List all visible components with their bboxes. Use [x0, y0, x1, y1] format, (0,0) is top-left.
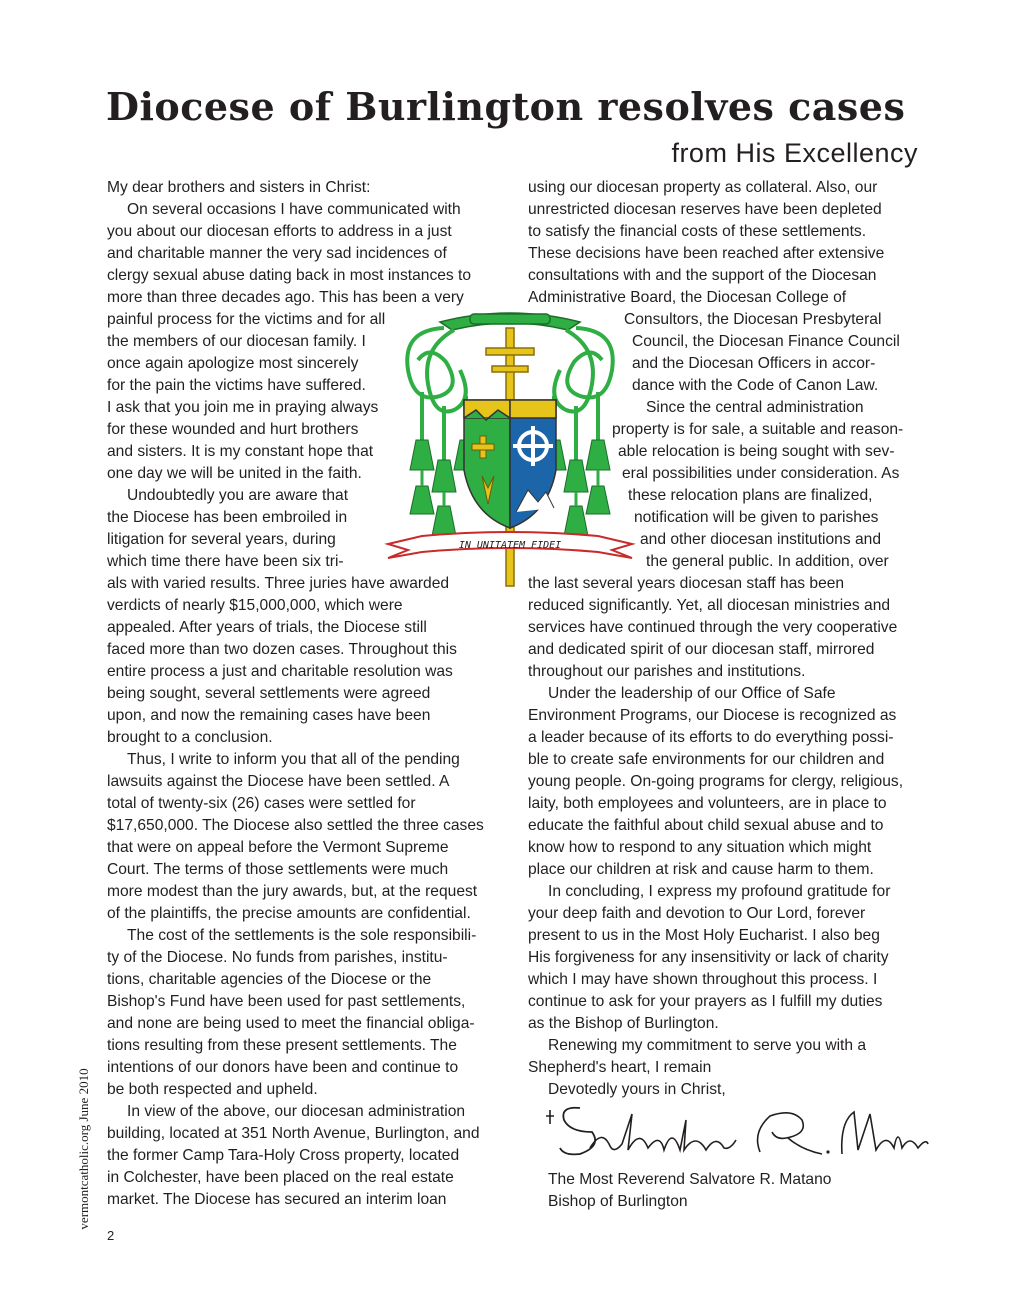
col-right-line: and other diocesan institutions and [640, 531, 882, 548]
col-right-line: and dedicated spirit of our diocesan staff, mirrored [528, 641, 875, 658]
col-left-line: the Diocese has been embroiled in [107, 509, 348, 526]
col-left-line: and sisters. It is my constant hope that [107, 443, 374, 460]
col-right-line: unrestricted diocesan reserves have been depleted [528, 201, 882, 218]
col-left-line: My dear brothers and sisters in Christ: [107, 179, 371, 196]
col-right-line: the last several years diocesan staff has been [528, 575, 845, 592]
col-right-line: Shepherd's heart, I remain [528, 1059, 712, 1076]
col-left-line: $17,650,000. The Diocese also settled the three cases [107, 817, 484, 834]
col-right-line: reduced significantly. Yet, all diocesan ministries and [528, 597, 891, 614]
col-right-line: young people. On-going programs for clergy, religious, [528, 773, 904, 790]
col-right-line: and the Diocesan Officers in accor- [632, 355, 876, 372]
col-right-line: using our diocesan property as collateral. Also, our [528, 179, 878, 196]
col-left-line: more modest than the jury awards, but, at the request [107, 883, 478, 900]
col-left-line: clergy sexual abuse dating back in most instances to [107, 267, 472, 284]
col-right-line: In concluding, I express my profound gratitude for [548, 883, 891, 900]
side-caption-text: vermontcatholic.org June 2010 [76, 1068, 91, 1230]
col-left-line: Bishop's Fund have been used for past settlements, [107, 993, 466, 1010]
col-left-line: brought to a conclusion. [107, 729, 273, 746]
col-right-line: educate the faithful about child sexual abuse and to [528, 817, 884, 834]
col-left-line: in Colchester, have been placed on the real estate [107, 1169, 454, 1186]
page-number: 2 [107, 1228, 115, 1243]
col-left-line: building, located at 351 North Avenue, Burlington, and [107, 1125, 480, 1142]
col-right-line: Devotedly yours in Christ, [548, 1081, 726, 1098]
col-right-line: to satisfy the financial costs of these settlements. [528, 223, 867, 240]
side-caption [66, 1056, 102, 1242]
col-left-line: of the plaintiffs, the precise amounts are confidential. [107, 905, 471, 922]
col-left-line: the members of our diocesan family. I [107, 333, 366, 350]
col-right-line: your deep faith and devotion to Our Lord, forever [528, 905, 866, 922]
col-right-line: These decisions have been reached after extensive [528, 245, 885, 262]
col-right-line: Under the leadership of our Office of Safe [548, 685, 836, 702]
col-left-line: once again apologize most sincerely [107, 355, 359, 372]
col-left-line: one day we will be united in the faith. [107, 465, 362, 482]
closing-line: Bishop of Burlington [548, 1193, 688, 1210]
col-right-line: Consultors, the Diocesan Presbyteral [624, 311, 882, 328]
col-left-line: for the pain the victims have suffered. [107, 377, 366, 394]
col-right-line: laity, both employees and volunteers, are in place to [528, 795, 887, 812]
col-right-line: as the Bishop of Burlington. [528, 1015, 719, 1032]
col-right-line: place our children at risk and cause harm to them. [528, 861, 874, 878]
col-left-line: be both respected and upheld. [107, 1081, 318, 1098]
col-right-line: Environment Programs, our Diocese is recognized as [528, 707, 897, 724]
col-left-line: tions, charitable agencies of the Diocese or the [107, 971, 432, 988]
closing-line: The Most Reverend Salvatore R. Matano [548, 1171, 832, 1188]
col-left-line: I ask that you join me in praying always [107, 399, 379, 416]
col-left-line: painful process for the victims and for all [107, 311, 386, 328]
col-left-line: In view of the above, our diocesan administration [127, 1103, 466, 1120]
col-right-line: dance with the Code of Canon Law. [632, 377, 879, 394]
coat-of-arms-image [382, 300, 638, 592]
col-left-line: total of twenty-six (26) cases were settled for [107, 795, 416, 812]
col-left-line: being sought, several settlements were agreed [107, 685, 431, 702]
col-right-line: know how to respond to any situation which might [528, 839, 872, 856]
col-left-line: and charitable manner the very sad incidences of [107, 245, 447, 262]
col-left-line: The cost of the settlements is the sole responsibili- [127, 927, 477, 944]
col-left-line: lawsuits against the Diocese have been settled. A [107, 773, 450, 790]
col-left-line: On several occasions I have communicated with [127, 201, 461, 218]
col-right-line: Administrative Board, the Diocesan College of [528, 289, 847, 306]
col-right-line: a leader because of its efforts to do everything possi- [528, 729, 894, 746]
col-left-line: which time there have been six tri- [107, 553, 344, 570]
col-right-line: continue to ask for your prayers as I fulfill my duties [528, 993, 883, 1010]
col-left-line: litigation for several years, during [107, 531, 336, 548]
col-right-line: Renewing my commitment to serve you with a [548, 1037, 867, 1054]
col-right-line: ble to create safe environments for our children and [528, 751, 885, 768]
col-left-line: intentions of our donors have been and continue to [107, 1059, 459, 1076]
col-left-line: Undoubtedly you are aware that [127, 487, 349, 504]
col-left-line: upon, and now the remaining cases have been [107, 707, 431, 724]
col-left-line: Thus, I write to inform you that all of the pending [127, 751, 460, 768]
col-left-line: Court. The terms of those settlements were much [107, 861, 449, 878]
col-left-line: ty of the Diocese. No funds from parishes, institu- [107, 949, 448, 966]
col-left-line: that were on appeal before the Vermont Supreme [107, 839, 449, 856]
col-right-line: throughout our parishes and institutions. [528, 663, 806, 680]
article-subtitle: from His Excellency [671, 138, 918, 168]
col-left-line: and none are being used to meet the financial obliga- [107, 1015, 475, 1032]
col-right-line: services have continued through the very cooperative [528, 619, 898, 636]
col-right-line: able relocation is being sought with sev- [618, 443, 895, 460]
signature-image [540, 1098, 930, 1168]
col-left-line: the former Camp Tara-Holy Cross property, located [107, 1147, 460, 1164]
col-right-line: which I may have shown throughout this process. I [528, 971, 878, 988]
col-right-line: Council, the Diocesan Finance Council [632, 333, 900, 350]
article-title: Diocese of Burlington resolves cases [106, 84, 906, 129]
col-left-line: more than three decades ago. This has been a very [107, 289, 464, 306]
col-left-line: faced more than two dozen cases. Throughout this [107, 641, 457, 658]
col-right-line: present to us in the Most Holy Eucharist. I also beg [528, 927, 880, 944]
col-right-line: consultations with and the support of the Diocesan [528, 267, 877, 284]
col-left-line: for these wounded and hurt brothers [107, 421, 359, 438]
col-left-line: entire process a just and charitable resolution was [107, 663, 453, 680]
col-left-line: market. The Diocese has secured an interim loan [107, 1191, 447, 1208]
motto-text: IN UNITATEM FIDEI [458, 540, 562, 551]
col-left-line: you about our diocesan efforts to address in a just [107, 223, 452, 240]
col-left-line: als with varied results. Three juries have awarded [107, 575, 450, 592]
col-right-line: Since the central administration [646, 399, 864, 416]
col-right-line: eral possibilities under consideration. As [622, 465, 900, 482]
col-right-line: these relocation plans are finalized, [628, 487, 873, 504]
col-right-line: notification will be given to parishes [634, 509, 879, 526]
col-right-line: the general public. In addition, over [646, 553, 889, 570]
col-right-line: property is for sale, a suitable and reason- [612, 421, 904, 438]
col-left-line: tions resulting from these present settlements. The [107, 1037, 457, 1054]
col-left-line: verdicts of nearly $15,000,000, which were [107, 597, 403, 614]
col-left-line: appealed. After years of trials, the Diocese still [107, 619, 427, 636]
col-right-line: His forgiveness for any insensitivity or lack of charity [528, 949, 889, 966]
